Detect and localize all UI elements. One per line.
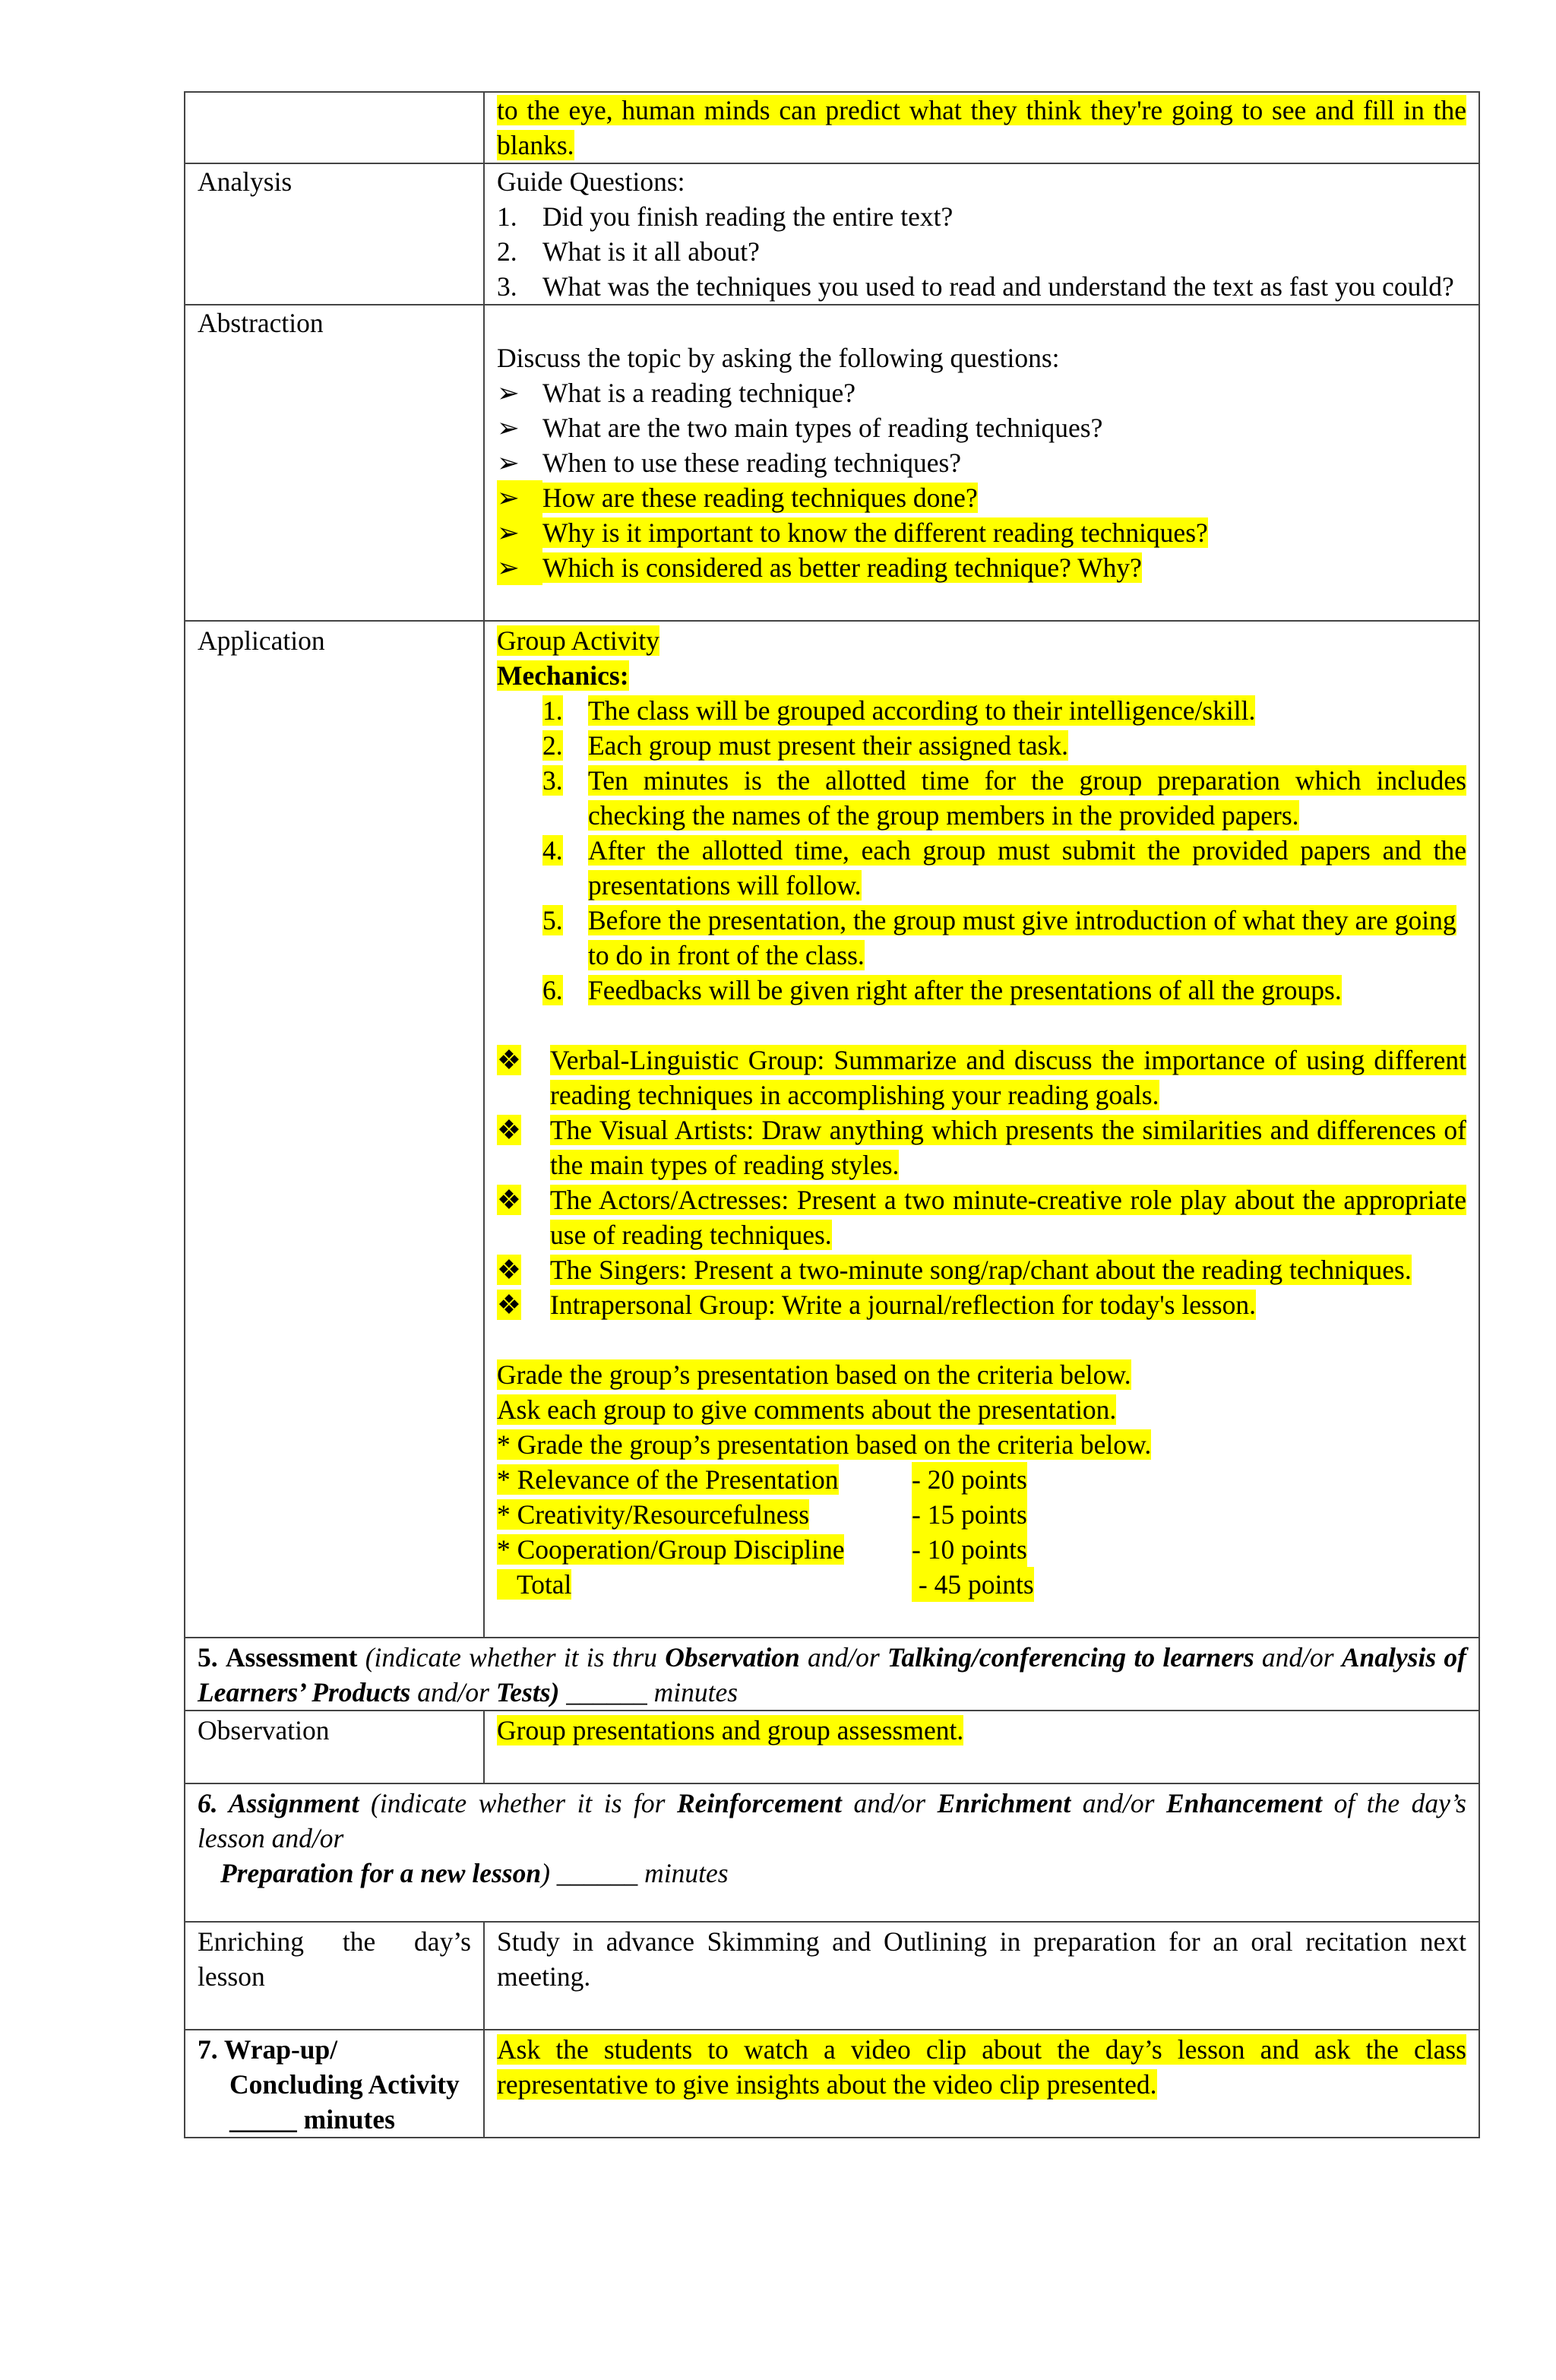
- observation-text: Group presentations and group assessment.: [497, 1715, 964, 1745]
- item-text: Which is considered as better reading technique? Why?: [542, 552, 1142, 583]
- intro-row: [185, 92, 1479, 163]
- arrowhead-bullet-icon: ➢: [497, 378, 520, 408]
- four-diamond-bullet-icon: ❖: [497, 1290, 521, 1320]
- item-number: 3.: [542, 765, 563, 796]
- item-text: Ten minutes is the allotted time for the group preparation which includes checking the names of the group members in the provided papers.: [588, 765, 1466, 831]
- observation-label: Observation: [185, 1711, 484, 1783]
- grading-line: * Grade the group’s presentation based on the criteria below.: [497, 1429, 1152, 1460]
- task-text: The Singers: Present a two-minute song/rap/chant about the reading techniques.: [550, 1255, 1412, 1285]
- mechanics-label: Mechanics:: [497, 660, 629, 691]
- intro-text-cell: [484, 92, 1479, 163]
- four-diamond-bullet-icon: ❖: [497, 1185, 521, 1215]
- intro-continued-text: to the eye, human minds can predict what they think they're going to see and fill in the blanks.: [497, 95, 1466, 160]
- wrapup-minutes: _____ minutes: [229, 2104, 395, 2135]
- abstraction-heading: Discuss the topic by asking the following questions:: [497, 343, 1060, 373]
- analysis-row: [185, 163, 1479, 305]
- item-text: What was the techniques you used to read and understand the text as fast you could?: [542, 271, 1454, 302]
- assignment-note-bold: Reinforcement: [677, 1788, 842, 1818]
- four-diamond-bullet-icon: ❖: [497, 1115, 521, 1145]
- wrapup-content: [484, 2030, 1479, 2138]
- wrapup-label-line: Concluding Activity: [229, 2069, 460, 2100]
- assessment-note-bold: Talking/conferencing to learners: [887, 1642, 1254, 1673]
- analysis-content: [484, 163, 1479, 305]
- list-item: [497, 234, 1466, 269]
- item-number: 2.: [542, 730, 563, 761]
- assessment-title: Assessment: [225, 1642, 358, 1673]
- list-item: [542, 693, 1466, 728]
- item-text: The class will be grouped according to their intelligence/skill.: [588, 695, 1256, 726]
- item-number: 6.: [542, 975, 563, 1005]
- application-content: [484, 621, 1479, 1638]
- item-number: 5.: [542, 905, 563, 935]
- item-number: 1.: [497, 201, 517, 232]
- list-item: [542, 903, 1466, 973]
- assignment-note: (indicate whether it is for: [359, 1788, 677, 1818]
- list-item: [497, 1182, 1466, 1252]
- criteria-row: [497, 1532, 1466, 1567]
- list-item: [497, 550, 1466, 585]
- criteria-points: - 20 points: [912, 1462, 1027, 1497]
- arrowhead-bullet-icon: ➢: [497, 413, 520, 443]
- assessment-header-row: [185, 1638, 1479, 1711]
- list-item: [497, 375, 1466, 410]
- item-number: 3.: [497, 271, 517, 302]
- list-item: [497, 445, 1466, 480]
- application-row: [185, 621, 1479, 1638]
- task-text: The Actors/Actresses: Present a two minute-creative role play about the appropriate use of reading techniques.: [550, 1185, 1466, 1250]
- item-number: 1.: [542, 695, 563, 726]
- group-activity-title: Group Activity: [497, 625, 659, 656]
- assignment-note-bold: Enrichment: [937, 1788, 1071, 1818]
- abstraction-row: [185, 305, 1479, 621]
- application-label: Application: [185, 621, 484, 1638]
- assignment-note: of the day’s lesson and/or: [198, 1788, 1466, 1853]
- analysis-label: Analysis: [185, 163, 484, 305]
- enriching-row: [185, 1922, 1479, 2030]
- assessment-minutes: ______ minutes: [559, 1677, 738, 1707]
- analysis-heading: Guide Questions:: [497, 166, 685, 197]
- observation-content: [484, 1711, 1479, 1783]
- assessment-note-bold: Analysis of Learners’ Products: [198, 1642, 1466, 1707]
- item-text: When to use these reading techniques?: [542, 448, 962, 478]
- assessment-note-bold: Observation: [665, 1642, 800, 1673]
- task-text: Intrapersonal Group: Write a journal/reflection for today's lesson.: [550, 1290, 1256, 1320]
- grading-line: Grade the group’s presentation based on the criteria below.: [497, 1359, 1131, 1390]
- assessment-note: and/or: [799, 1642, 887, 1673]
- assignment-note-bold: Preparation for a new lesson: [220, 1858, 542, 1888]
- four-diamond-bullet-icon: ❖: [497, 1255, 521, 1285]
- assessment-note: and/or: [410, 1677, 496, 1707]
- grading-line: Ask each group to give comments about the presentation.: [497, 1394, 1117, 1425]
- lesson-plan-table: [184, 91, 1480, 2138]
- assignment-note: and/or: [1071, 1788, 1166, 1818]
- criteria-row: [497, 1497, 1466, 1532]
- item-text: What is a reading technique?: [542, 378, 856, 408]
- item-text: Did you finish reading the entire text?: [542, 201, 954, 232]
- criteria-name: * Creativity/Resourcefulness: [497, 1499, 810, 1530]
- arrowhead-bullet-icon: ➢: [497, 480, 542, 515]
- intro-label-cell: [185, 92, 484, 163]
- arrowhead-bullet-icon: ➢: [497, 515, 542, 550]
- item-text: Feedbacks will be given right after the presentations of all the groups.: [588, 975, 1342, 1005]
- assignment-header: [185, 1783, 1479, 1922]
- item-number: 2.: [497, 236, 517, 267]
- assignment-header-row: [185, 1783, 1479, 1922]
- item-text: How are these reading techniques done?: [542, 483, 978, 513]
- list-item: [497, 515, 1466, 550]
- wrapup-row: [185, 2030, 1479, 2138]
- four-diamond-bullet-icon: ❖: [497, 1045, 521, 1075]
- item-text: After the allotted time, each group must submit the provided papers and the presentations will follow.: [588, 835, 1466, 900]
- list-item: [497, 269, 1466, 304]
- assessment-note: and/or: [1254, 1642, 1342, 1673]
- criteria-points: - 10 points: [912, 1532, 1027, 1567]
- list-item: [497, 1043, 1466, 1112]
- criteria-points: - 15 points: [912, 1497, 1027, 1532]
- item-text: What are the two main types of reading techniques?: [542, 413, 1103, 443]
- list-item: [497, 410, 1466, 445]
- assignment-note-bold: Enhancement: [1165, 1788, 1323, 1818]
- mechanics-list: [497, 693, 1466, 1008]
- assessment-note: (indicate whether it is thru: [357, 1642, 666, 1673]
- item-text: Before the presentation, the group must give introduction of what they are going to do in front of the class.: [588, 905, 1456, 970]
- criteria-name: Total: [497, 1569, 572, 1600]
- item-text: What is it all about?: [542, 236, 760, 267]
- list-item: [497, 1252, 1466, 1287]
- list-item: [497, 1287, 1466, 1322]
- task-text: The Visual Artists: Draw anything which presents the similarities and differences of the main types of reading styles.: [550, 1115, 1466, 1180]
- enriching-content: Study in advance Skimming and Outlining in preparation for an oral recitation next meeting.: [484, 1922, 1479, 2030]
- arrowhead-bullet-icon: ➢: [497, 550, 542, 585]
- assignment-minutes: ) ______ minutes: [541, 1858, 729, 1888]
- criteria-row: [497, 1462, 1466, 1497]
- task-text: Verbal-Linguistic Group: Summarize and discuss the importance of using different reading techniques in accomplishing your reading goals.: [550, 1045, 1466, 1110]
- assignment-title: 6. Assignment: [198, 1788, 359, 1818]
- item-text: Each group must present their assigned task.: [588, 730, 1068, 761]
- list-item: [497, 199, 1466, 234]
- criteria-name: * Relevance of the Presentation: [497, 1464, 839, 1495]
- item-number: 4.: [542, 835, 563, 866]
- abstraction-label: Abstraction: [185, 305, 484, 621]
- assessment-number: 5.: [198, 1642, 218, 1673]
- criteria-name: * Cooperation/Group Discipline: [497, 1534, 845, 1565]
- enriching-label: Enriching the day’s lesson: [185, 1922, 484, 2030]
- wrapup-label: [185, 2030, 484, 2138]
- wrapup-label-line: 7. Wrap-up/: [198, 2034, 338, 2065]
- assessment-note-bold: Tests): [495, 1677, 560, 1707]
- criteria-row: [497, 1567, 1466, 1602]
- list-item: [542, 833, 1466, 903]
- wrapup-text: Ask the students to watch a video clip about the day’s lesson and ask the class representative to give insights about the video clip presented.: [497, 2034, 1466, 2100]
- observation-row: [185, 1711, 1479, 1783]
- abstraction-content: [484, 305, 1479, 621]
- list-item: [497, 480, 1466, 515]
- list-item: [542, 763, 1466, 833]
- arrowhead-bullet-icon: ➢: [497, 448, 520, 478]
- criteria-points: - 45 points: [912, 1567, 1034, 1602]
- assignment-note: and/or: [841, 1788, 938, 1818]
- list-item: [497, 1112, 1466, 1182]
- item-text: Why is it important to know the different reading techniques?: [542, 517, 1208, 548]
- list-item: [542, 973, 1466, 1008]
- list-item: [542, 728, 1466, 763]
- assessment-header: [185, 1638, 1479, 1711]
